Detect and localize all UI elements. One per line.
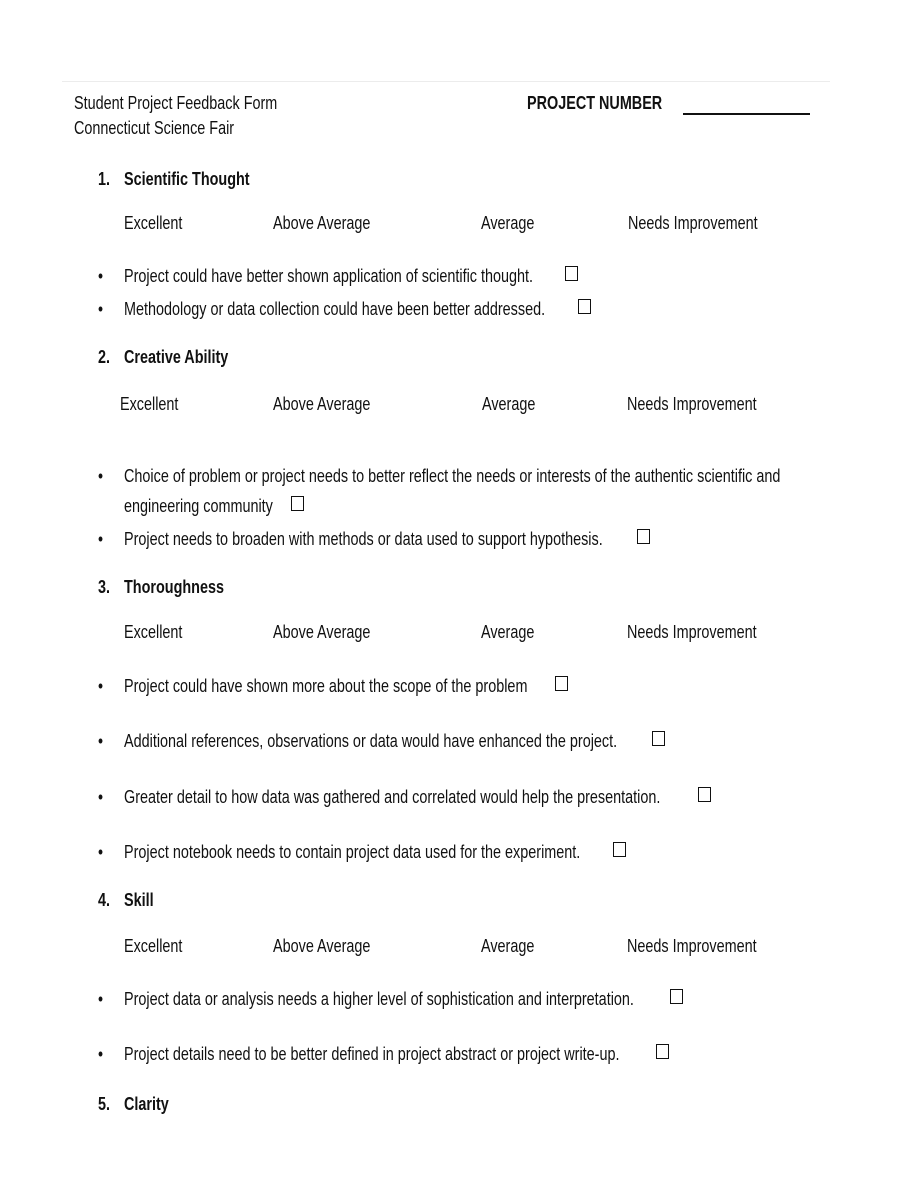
form-subtitle: Connecticut Science Fair <box>74 118 235 138</box>
feedback-item-text: Project could have shown more about the scope of the problem <box>124 676 528 696</box>
rating-option-above-average[interactable]: Above Average <box>273 213 371 233</box>
feedback-checkbox[interactable] <box>555 676 568 691</box>
rating-option-above-average[interactable]: Above Average <box>273 394 371 414</box>
project-number-label: PROJECT NUMBER <box>527 93 663 113</box>
bullet-icon: • <box>98 787 104 807</box>
feedback-checkbox[interactable] <box>637 529 650 544</box>
feedback-checkbox[interactable] <box>698 787 711 802</box>
feedback-item-text: engineering community <box>124 496 273 516</box>
section-title: Clarity <box>124 1094 169 1114</box>
feedback-checkbox[interactable] <box>291 496 304 511</box>
feedback-checkbox[interactable] <box>565 266 578 281</box>
bullet-icon: • <box>98 989 104 1009</box>
section-title: Thoroughness <box>124 577 224 597</box>
section-number: 2. <box>98 347 111 367</box>
feedback-checkbox[interactable] <box>656 1044 669 1059</box>
rating-option-above-average[interactable]: Above Average <box>273 622 371 642</box>
section-number: 5. <box>98 1094 111 1114</box>
feedback-item-text: Project data or analysis needs a higher level of sophistication and interpretation. <box>124 989 634 1009</box>
page-top-edge <box>62 81 830 82</box>
rating-option-average[interactable]: Average <box>481 936 535 956</box>
feedback-item-text: Greater detail to how data was gathered and correlated would help the presentation. <box>124 787 661 807</box>
rating-option-excellent[interactable]: Excellent <box>120 394 179 414</box>
rating-option-needs-improvement[interactable]: Needs Improvement <box>627 622 757 642</box>
rating-option-average[interactable]: Average <box>482 394 536 414</box>
feedback-item-text: Project could have better shown application of scientific thought. <box>124 266 534 286</box>
feedback-checkbox[interactable] <box>578 299 591 314</box>
form-title: Student Project Feedback Form <box>74 93 278 113</box>
section-number: 1. <box>98 169 111 189</box>
section-number: 3. <box>98 577 111 597</box>
rating-option-excellent[interactable]: Excellent <box>124 936 183 956</box>
rating-option-needs-improvement[interactable]: Needs Improvement <box>627 936 757 956</box>
bullet-icon: • <box>98 299 104 319</box>
rating-option-excellent[interactable]: Excellent <box>124 622 183 642</box>
section-title: Skill <box>124 890 154 910</box>
project-number-field[interactable] <box>683 113 810 115</box>
feedback-checkbox[interactable] <box>652 731 665 746</box>
feedback-item-text: Project details need to be better defined in project abstract or project write-up. <box>124 1044 620 1064</box>
feedback-checkbox[interactable] <box>670 989 683 1004</box>
feedback-item-text: Choice of problem or project needs to better reflect the needs or interests of the authentic scientific and <box>124 466 781 486</box>
bullet-icon: • <box>98 731 104 751</box>
rating-option-needs-improvement[interactable]: Needs Improvement <box>627 394 757 414</box>
section-title: Creative Ability <box>124 347 229 367</box>
feedback-item-text: Project needs to broaden with methods or data used to support hypothesis. <box>124 529 603 549</box>
bullet-icon: • <box>98 529 104 549</box>
bullet-icon: • <box>98 266 104 286</box>
section-number: 4. <box>98 890 111 910</box>
section-title: Scientific Thought <box>124 169 250 189</box>
bullet-icon: • <box>98 466 104 486</box>
rating-option-excellent[interactable]: Excellent <box>124 213 183 233</box>
feedback-checkbox[interactable] <box>613 842 626 857</box>
feedback-item-text: Methodology or data collection could have been better addressed. <box>124 299 546 319</box>
bullet-icon: • <box>98 1044 104 1064</box>
bullet-icon: • <box>98 842 104 862</box>
feedback-item-text: Project notebook needs to contain project data used for the experiment. <box>124 842 581 862</box>
bullet-icon: • <box>98 676 104 696</box>
rating-option-above-average[interactable]: Above Average <box>273 936 371 956</box>
rating-option-average[interactable]: Average <box>481 622 535 642</box>
feedback-item-text: Additional references, observations or data would have enhanced the project. <box>124 731 618 751</box>
rating-option-average[interactable]: Average <box>481 213 535 233</box>
rating-option-needs-improvement[interactable]: Needs Improvement <box>628 213 758 233</box>
